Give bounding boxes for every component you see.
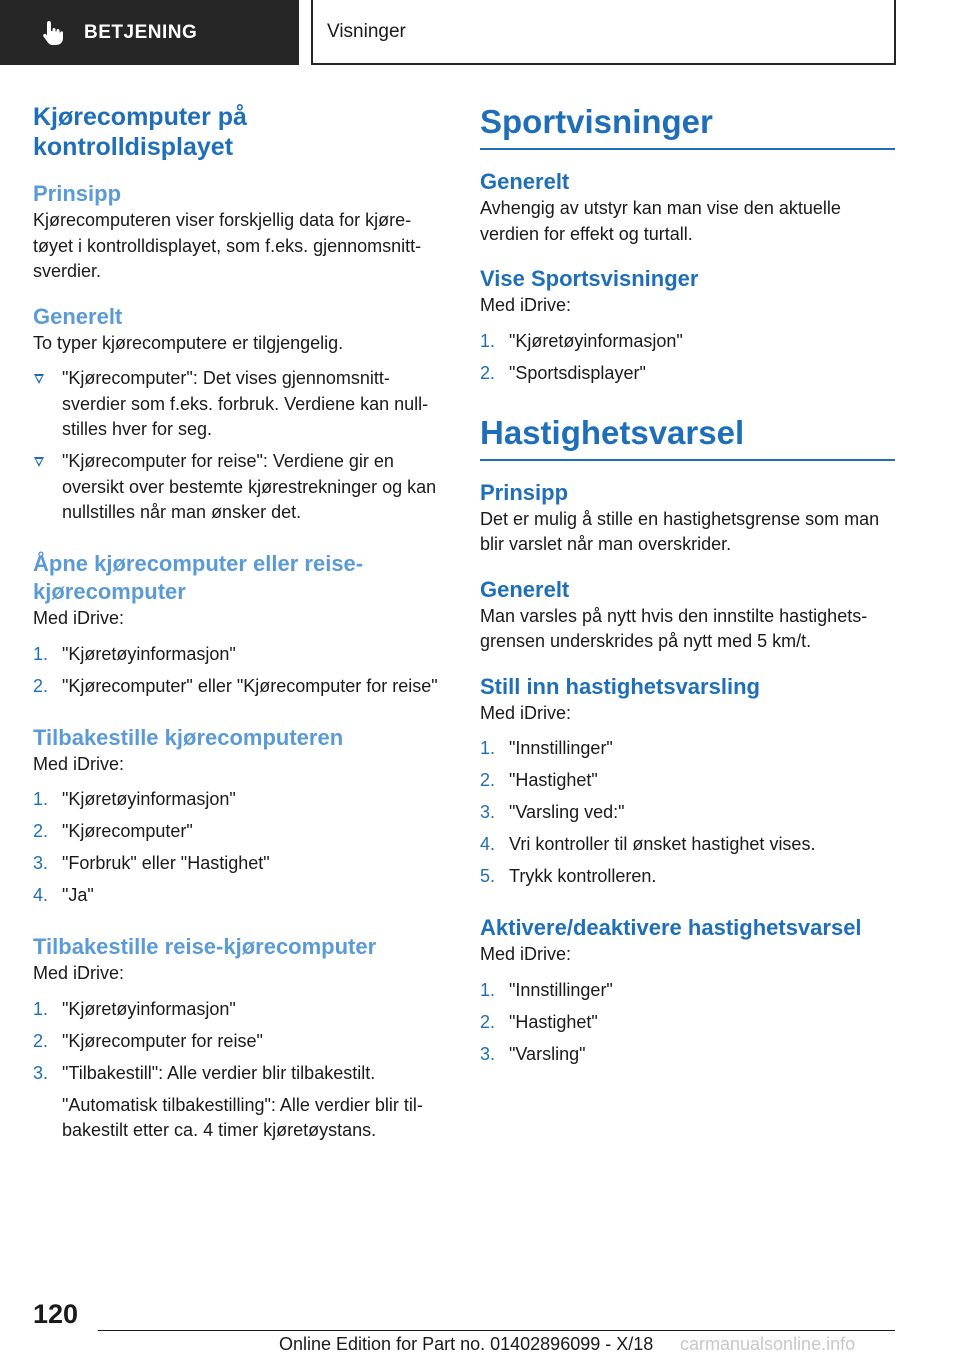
right-column <box>480 100 895 1074</box>
set-speed-intro: Med iDrive: <box>480 702 572 723</box>
set-speed-steps <box>480 736 895 890</box>
section-tab <box>0 0 299 65</box>
chapter-tab <box>311 0 896 65</box>
list-item: 3. "Varsling ved:" <box>480 802 625 822</box>
list-item: 2. "Kjørecomputer for reise" <box>33 1030 263 1051</box>
reset-travel-intro: Med iDrive: <box>33 963 125 983</box>
show-sport-displays-heading: Vise Sportsvisninger <box>480 266 699 291</box>
list-item: 2. "Kjørecomputer" eller "Kjørecomputer for reise" <box>33 675 438 696</box>
list-item: 1. "Kjøretøyinformasjon" <box>33 998 236 1019</box>
reset-trip-computer-heading: Tilbakestille kjørecomputeren <box>33 724 344 750</box>
list-item: 1. "Innstillinger" <box>480 738 613 758</box>
toggle-speed-intro: Med iDrive: <box>480 944 572 964</box>
toggle-speed-steps <box>480 978 895 1068</box>
list-item: "Kjørecomputer for reise": Verdiene gir en oversikt over bestemte kjørestrekninger og kan nullstilles når man ønsker det. <box>33 449 448 526</box>
edition-note: Online Edition for Part no. 01402896099 - X/18 <box>279 1334 654 1354</box>
triangle-bullet-icon <box>34 457 44 467</box>
trip-computer-title: Kjørecomputer på kontrolldisplayet <box>33 103 247 161</box>
speed-principle-heading: Prinsipp <box>480 479 569 505</box>
general-heading: Generelt <box>33 303 123 329</box>
reset-intro: Med iDrive: <box>33 753 125 774</box>
set-speed-warning-heading: Still inn hastighetsvarsling <box>480 673 760 699</box>
list-item: 1. "Kjøretøyinformasjon" <box>33 643 236 664</box>
list-item: 4. Vri kontroller til ønsket hastighet vises. <box>480 834 816 854</box>
list-item: 5. Trykk kontrolleren. <box>480 866 657 886</box>
left-column <box>33 100 448 1144</box>
general-bullet-list <box>33 366 448 526</box>
principle-heading: Prinsipp <box>33 181 122 206</box>
speed-general-heading: Generelt <box>480 576 570 602</box>
list-item: 2. "Hastighet" <box>480 770 598 790</box>
speed-general-text: Man varsles på nytt hvis den innstilte hastighets- grensen underskrides på nytt med 5 km/t. <box>480 605 868 651</box>
list-item: 1. "Kjøretøyinformasjon" <box>33 789 236 809</box>
general-text: To typer kjørecomputere er tilgjengelig. <box>33 332 344 353</box>
sport-displays-title: Sportvisninger <box>480 100 895 150</box>
reset-steps <box>33 787 448 909</box>
sport-general-text: Avhengig av utstyr kan man vise den aktuelle verdien for effekt og turtall. <box>480 198 841 244</box>
principle-text: Kjørecomputeren viser forskjellig data for kjøre- tøyet i kontrolldisplayet, som f.eks. gjennomsnitt- sverdier. <box>33 210 422 281</box>
footer-divider <box>98 1330 895 1331</box>
reset-travel-steps <box>33 997 448 1087</box>
list-item: 2. "Sportsdisplayer" <box>480 362 646 383</box>
site-watermark[interactable]: carmanualsonline.info <box>680 1334 856 1354</box>
hand-pointer-icon <box>38 18 68 48</box>
list-item: "Kjørecomputer": Det vises gjennomsnitt- sverdier som f.eks. forbruk. Verdiene kan null- stilles hver for seg. <box>33 366 448 443</box>
list-item: 1. "Kjøretøyinformasjon" <box>480 330 683 351</box>
toggle-speed-warning-heading: Aktivere/deaktivere hastighetsvarsel <box>480 915 862 940</box>
speed-principle-text: Det er mulig å stille en hastighetsgrense som man blir varslet når man overskrider. <box>480 508 880 554</box>
show-sport-steps <box>480 329 895 387</box>
list-item: 4. "Ja" <box>33 885 94 905</box>
list-item: 3. "Forbruk" eller "Hastighet" <box>33 853 270 873</box>
list-item: 1. "Innstillinger" <box>480 979 613 1000</box>
section-label: BETJENING <box>84 21 198 43</box>
speed-warning-title: Hastighetsvarsel <box>480 411 895 461</box>
list-item: 3. "Tilbakestill": Alle verdier blir tilbakestilt. <box>33 1062 376 1083</box>
open-intro: Med iDrive: <box>33 608 125 628</box>
triangle-bullet-icon <box>34 374 44 384</box>
list-item: 2. "Hastighet" <box>480 1011 598 1032</box>
page-number: 120 <box>33 1299 79 1329</box>
reset-travel-computer-heading: Tilbakestille reise-kjørecomputer <box>33 934 377 959</box>
show-sport-intro: Med iDrive: <box>480 295 572 315</box>
list-item: 3. "Varsling" <box>480 1043 586 1064</box>
open-trip-computer-heading: Åpne kjørecomputer eller reise- kjørecomputer <box>33 551 364 604</box>
auto-reset-note: "Automatisk tilbakestilling": Alle verdier blir til- bakestilt etter ca. 4 timer kjøretøystans. <box>62 1094 423 1140</box>
chapter-label: Visninger <box>327 20 406 42</box>
sport-general-heading: Generelt <box>480 169 570 194</box>
list-item: 2. "Kjørecomputer" <box>33 821 193 841</box>
open-steps <box>33 642 448 700</box>
